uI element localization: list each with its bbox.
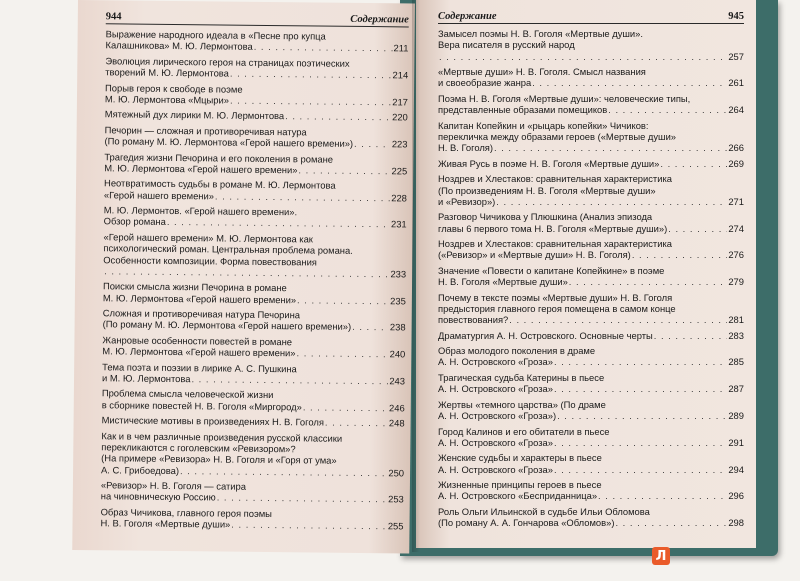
toc-entry-line: М. Ю. Лермонтова «Герой нашего времени» <box>102 345 296 359</box>
toc-entry-line: Разговор Чичикова у Плюшкина (Анализ эпизода <box>438 211 653 223</box>
toc-entry-line: и «Ревизор») <box>438 195 496 207</box>
toc-entry-line: (По произведениям Н. В. Гоголя «Мертвые души» <box>438 184 656 196</box>
toc-entry <box>438 93 744 116</box>
toc-entry-line: в сборнике повестей Н. В. Гоголя «Миргород» <box>101 399 302 413</box>
toc-entry <box>438 345 744 368</box>
toc-dot-leader <box>598 490 727 501</box>
toc-page-number: 264 <box>728 104 744 116</box>
toc-entry-line: Эволюция лирического героя на страницах поэтических <box>105 55 350 69</box>
book-spine-shadow <box>412 0 420 552</box>
toc-dot-leader <box>303 401 388 413</box>
toc-entry <box>101 430 404 478</box>
toc-entry-line: Неотвратимость судьбы в романе М. Ю. Лермонтова <box>104 177 336 192</box>
toc-entry-final-line <box>438 196 744 207</box>
toc-page-number: 255 <box>387 520 404 532</box>
toc-entry <box>438 265 744 288</box>
toc-dot-leader <box>297 294 389 306</box>
toc-entry-final-line <box>438 383 744 394</box>
toc-entry-line: (По роману М. Ю. Лермонтова «Герой нашего времени») <box>102 318 352 333</box>
toc-entry-line: Мятежный дух лирики М. Ю. Лермонтова <box>104 108 285 122</box>
toc-entry-line: Жанровые особенности повестей в романе <box>102 334 293 348</box>
toc-entry <box>438 28 744 62</box>
toc-entry-line: А. Н. Островского «Гроза» <box>438 463 553 475</box>
toc-dot-leader <box>191 373 388 386</box>
toc-entry <box>104 204 407 230</box>
toc-dot-leader <box>217 492 388 505</box>
toc-entry-final-line <box>438 104 744 115</box>
toc-entry <box>105 55 408 81</box>
toc-entry-line: Поэма Н. В. Гоголя «Мертвые души»: человеческие типы, <box>438 92 691 104</box>
toc-entry-line: Поиски смысла жизни Печорина в романе <box>102 280 287 294</box>
toc-entry-final-line <box>103 265 406 279</box>
toc-entry-final-line <box>103 319 406 333</box>
toc-dot-leader <box>167 216 390 230</box>
toc-page-number: 248 <box>388 417 405 429</box>
toc-dot-leader <box>615 517 727 528</box>
toc-entry-line: Роль Ольги Ильинской в судьбе Ильи Обломова <box>438 505 650 517</box>
toc-entry <box>438 479 744 502</box>
toc-page-number: 228 <box>391 191 408 204</box>
toc-entry-final-line <box>102 399 405 413</box>
toc-entry-final-line <box>438 437 744 448</box>
toc-entry-final-line <box>101 464 404 478</box>
toc-entry <box>102 361 405 387</box>
toc-entry-final-line <box>104 216 407 230</box>
toc-entry-line: психологический роман. Центральная проблема романа. <box>103 242 353 257</box>
toc-entry-line: «Герой нашего времени» <box>103 188 215 202</box>
toc-entry-final-line <box>438 51 744 62</box>
toc-entry-line: «Ревизор» Н. В. Гоголя — сатира <box>100 479 247 492</box>
toc-dot-leader <box>254 41 393 54</box>
toc-page-number: 296 <box>728 490 744 502</box>
toc-entry-line: А. Н. Островского «Гроза» <box>438 356 553 368</box>
toc-page-number: 298 <box>728 517 744 529</box>
toc-entry <box>438 506 744 529</box>
toc-entry-line: Драматургия А. Н. Островского. Основные черты <box>438 329 653 341</box>
toc-dot-leader <box>354 138 391 150</box>
toc-entry-final-line <box>438 517 744 528</box>
right-page <box>416 0 756 548</box>
toc-page-number: 294 <box>728 463 744 475</box>
toc-entry-line: и своеобразие жанра <box>438 77 532 89</box>
toc-page-number: 266 <box>728 142 744 154</box>
toc-entry-line: А. Н. Островского «Гроза» <box>438 383 553 395</box>
toc-entry <box>438 120 744 154</box>
left-page <box>72 0 415 553</box>
toc-dot-leader <box>496 196 727 207</box>
toc-entry-line: Ноздрев и Хлестаков: сравнительная характеристика <box>438 173 672 185</box>
toc-page-number: 243 <box>389 375 406 387</box>
toc-entry-line: Н. В. Гоголя «Мертвые души» <box>438 276 568 288</box>
toc-entry-line: Жизненные принципы героев в пьесе <box>438 479 602 491</box>
toc-entry <box>103 281 406 307</box>
toc-entry-line: перекликаются с гоголевским «Ревизором»? <box>101 441 296 455</box>
toc-page-number: 246 <box>389 402 405 414</box>
toc-entry-line: Значение «Повести о капитане Копейкине» в поэме <box>438 264 665 276</box>
toc-page-number: 220 <box>392 111 408 123</box>
toc-dot-leader <box>509 314 727 325</box>
toc-entry <box>438 399 744 422</box>
left-page-number: 944 <box>105 11 122 23</box>
toc-dot-leader <box>554 464 727 475</box>
left-toc-list <box>100 28 408 532</box>
toc-entry <box>104 151 407 177</box>
left-section-title: Содержание <box>350 13 409 26</box>
toc-entry <box>438 211 744 234</box>
toc-entry-final-line <box>438 314 744 325</box>
toc-entry <box>103 231 406 279</box>
toc-page-number: 235 <box>390 294 406 307</box>
toc-entry-line: Н. В. Гоголя «Мертвые души» <box>100 517 231 530</box>
toc-entry-final-line <box>438 249 744 260</box>
toc-entry-final-line <box>438 77 744 88</box>
toc-entry-line: творений М. Ю. Лермонтова <box>105 66 229 79</box>
toc-entry-line: Проблема смысла человеческой жизни <box>101 387 274 401</box>
toc-entry <box>104 124 407 150</box>
watermark-logo-icon: Л <box>652 547 670 565</box>
toc-entry <box>100 506 403 532</box>
toc-entry-line: Женские судьбы и характеры в пьесе <box>438 452 602 464</box>
toc-entry <box>438 372 744 395</box>
toc-page-number: 257 <box>728 50 744 62</box>
toc-entry-final-line <box>438 276 744 287</box>
toc-page-number: 250 <box>388 466 405 479</box>
toc-entry-line: Мистические мотивы в произведениях Н. В. Гоголя <box>101 414 325 428</box>
toc-entry-final-line <box>438 330 744 341</box>
toc-entry-final-line <box>104 135 407 149</box>
toc-entry-line: Обзор романа <box>103 215 166 228</box>
toc-dot-leader <box>632 249 728 260</box>
toc-entry-line: Замысел поэмы Н. В. Гоголя «Мертвые души». <box>438 28 643 39</box>
toc-entry-final-line <box>105 93 408 107</box>
toc-entry-final-line <box>438 464 744 475</box>
toc-entry-line: Калашникова» М. Ю. Лермонтова <box>105 39 253 53</box>
toc-page-number: 276 <box>728 249 744 261</box>
toc-page-number: 274 <box>728 222 744 234</box>
toc-dot-leader <box>569 276 728 287</box>
toc-entry-final-line <box>438 356 744 367</box>
toc-entry-final-line <box>102 415 405 429</box>
toc-entry-line: Живая Русь в поэме Н. В. Гоголя «Мертвые души» <box>438 157 660 169</box>
toc-entry-final-line <box>105 109 408 123</box>
toc-entry-line: Город Калинов и его обитатели в пьесе <box>438 425 610 437</box>
toc-page-number: 291 <box>728 436 744 448</box>
toc-entry-line: М. Ю. Лермонтова «Мцыри» <box>104 93 230 106</box>
toc-page-number: 279 <box>728 276 744 288</box>
toc-entry-final-line <box>438 490 744 501</box>
toc-entry-line: Печорин — сложная и противоречивая натура <box>104 124 307 138</box>
toc-entry <box>102 415 405 429</box>
toc-entry-line: Трагедия жизни Печорина и его поколения в романе <box>104 150 334 165</box>
toc-page-number: 269 <box>728 157 744 169</box>
toc-entry-line: на чиновническую Россию <box>100 490 216 503</box>
toc-entry-final-line <box>102 372 405 386</box>
toc-entry <box>438 173 744 207</box>
toc-dot-leader <box>494 142 727 153</box>
toc-entry-final-line <box>438 142 744 153</box>
toc-entry-line: Тема поэта и поэзии в лирике А. С. Пушкина <box>102 360 297 374</box>
toc-entry-line: перекличка между образами героев («Мертвые души» <box>438 130 677 142</box>
toc-page-number: 233 <box>390 268 407 280</box>
toc-page-number: 281 <box>728 314 744 326</box>
toc-page-number: 214 <box>392 69 409 81</box>
toc-entry-line: Как и в чем различные произведения русской классики <box>101 429 343 444</box>
toc-dot-leader <box>230 94 391 107</box>
toc-entry-line: (На примере «Ревизора» Н. В. Гоголя и «Горя от ума» <box>101 452 337 467</box>
toc-page-number: 217 <box>392 96 409 108</box>
toc-dot-leader <box>554 383 727 394</box>
toc-dot-leader <box>532 77 727 88</box>
toc-entry <box>102 334 405 360</box>
toc-page-number: 211 <box>393 42 409 54</box>
toc-dot-leader <box>231 519 387 532</box>
toc-entry-line: предыстория главного героя помещена в самом конце <box>438 302 676 314</box>
toc-page-number: 253 <box>388 493 404 505</box>
toc-entry-line: Вера писателя в русский народ <box>438 39 575 51</box>
toc-page-number: 238 <box>389 321 406 333</box>
toc-entry-final-line <box>105 40 408 54</box>
toc-dot-leader <box>608 104 727 115</box>
toc-dot-leader <box>554 356 727 367</box>
toc-page-number: 285 <box>728 356 744 368</box>
toc-entry-final-line <box>101 491 404 505</box>
toc-entry-line: М. Ю. Лермонтова «Герой нашего времени» <box>102 291 297 305</box>
toc-entry-line: А. С. Грибоедова) <box>101 463 180 476</box>
toc-entry <box>438 238 744 261</box>
toc-entry <box>105 82 408 108</box>
toc-dot-leader <box>180 465 388 478</box>
right-section-title: Содержание <box>438 11 497 22</box>
toc-entry-final-line <box>438 410 744 421</box>
toc-entry-final-line <box>438 158 744 169</box>
toc-entry-line: А. Н. Островского «Гроза») <box>438 410 557 422</box>
toc-entry <box>438 158 744 169</box>
toc-dot-leader <box>557 410 727 421</box>
toc-dot-leader <box>439 51 727 62</box>
toc-entry-line: А. Н. Островского «Гроза» <box>438 436 553 448</box>
toc-entry-line: «Мертвые души» Н. В. Гоголя. Смысл названия <box>438 66 646 78</box>
toc-entry-line: Почему в тексте поэмы «Мертвые души» Н. В. Гоголя <box>438 291 673 303</box>
toc-entry-final-line <box>103 292 406 306</box>
toc-dot-leader <box>352 321 389 333</box>
right-toc-list <box>438 28 744 528</box>
toc-dot-leader <box>668 223 727 234</box>
toc-entry-line: М. Ю. Лермонтова «Герой нашего времени» <box>104 162 298 176</box>
toc-entry-final-line <box>100 517 403 531</box>
toc-entry-line: Сложная и противоречивая натура Печорина <box>102 307 301 321</box>
toc-entry-line: Образ Чичикова, главного героя поэмы <box>100 506 273 519</box>
toc-page-number: 261 <box>728 77 744 89</box>
toc-entry-line: Н. В. Гоголя) <box>438 142 493 154</box>
toc-entry-line: «Герой нашего времени» М. Ю. Лермонтова как <box>103 231 314 245</box>
toc-page-number: 223 <box>391 138 408 150</box>
toc-entry-final-line <box>438 223 744 234</box>
toc-entry <box>103 307 406 333</box>
toc-entry-final-line <box>104 162 407 176</box>
toc-page-number: 283 <box>728 329 744 341</box>
toc-entry-line: Трагическая судьба Катерины в пьесе <box>438 371 605 383</box>
toc-entry-line: Ноздрев и Хлестаков: сравнительная характеристика <box>438 238 672 250</box>
toc-dot-leader <box>298 164 390 176</box>
toc-entry <box>105 109 408 123</box>
left-page-header <box>106 6 409 27</box>
toc-entry-line: Образ молодого поколения в драме <box>438 345 596 357</box>
toc-page-number: 289 <box>728 410 744 422</box>
toc-entry <box>438 452 744 475</box>
toc-entry-line: Порыв героя к свободе в поэме <box>105 81 243 95</box>
toc-entry-line: и М. Ю. Лермонтова <box>101 372 191 385</box>
toc-dot-leader <box>296 347 388 359</box>
toc-entry <box>438 330 744 341</box>
toc-dot-leader <box>660 158 727 169</box>
toc-entry <box>438 66 744 89</box>
toc-dot-leader <box>325 417 388 429</box>
toc-dot-leader <box>104 265 389 279</box>
toc-entry-final-line <box>105 66 408 80</box>
toc-entry-line: повествования? <box>438 314 509 326</box>
toc-entry-line: («Ревизор» и «Мертвые души» Н. В. Гоголя) <box>438 249 631 261</box>
toc-page-number: 271 <box>728 195 744 207</box>
toc-dot-leader <box>654 330 728 341</box>
toc-entry <box>438 292 744 326</box>
right-page-header <box>438 6 744 24</box>
toc-entry-line: (По роману А. А. Гончарова «Обломов») <box>438 517 615 529</box>
toc-page-number: 287 <box>728 383 744 395</box>
toc-page-number: 240 <box>389 348 406 360</box>
toc-entry-line: М. Ю. Лермонтов. «Герой нашего времени». <box>103 204 298 218</box>
toc-page-number: 225 <box>391 165 408 177</box>
toc-entry-final-line <box>104 189 407 203</box>
toc-entry-line: главы 6 первого тома Н. В. Гоголя «Мертвые души») <box>438 222 668 234</box>
toc-entry-line: Особенности композиции. Форма повествования <box>103 253 317 268</box>
toc-entry-line: А. Н. Островского «Бесприданница» <box>438 490 598 502</box>
toc-entry-line: (По роману М. Ю. Лермонтова «Герой нашего времени») <box>104 135 354 150</box>
toc-dot-leader <box>230 68 392 81</box>
toc-entry <box>102 388 405 414</box>
toc-entry-line: представленные образами помещиков <box>438 104 608 116</box>
toc-dot-leader <box>554 437 727 448</box>
toc-entry <box>104 178 407 204</box>
toc-entry <box>101 479 404 505</box>
toc-entry-line: Выражение народного идеала в «Песне про купца <box>105 28 326 42</box>
toc-entry <box>105 28 408 54</box>
toc-entry-final-line <box>102 345 405 359</box>
toc-entry-line: Жертвы «темного царства» (По драме <box>438 398 606 410</box>
toc-entry <box>438 426 744 449</box>
toc-dot-leader <box>215 190 390 203</box>
toc-entry-line: Капитан Копейкин и «рыцарь копейки» Чичиков: <box>438 119 649 131</box>
toc-page-number: 231 <box>390 218 407 230</box>
toc-dot-leader <box>285 111 391 123</box>
right-page-number: 945 <box>728 11 744 22</box>
